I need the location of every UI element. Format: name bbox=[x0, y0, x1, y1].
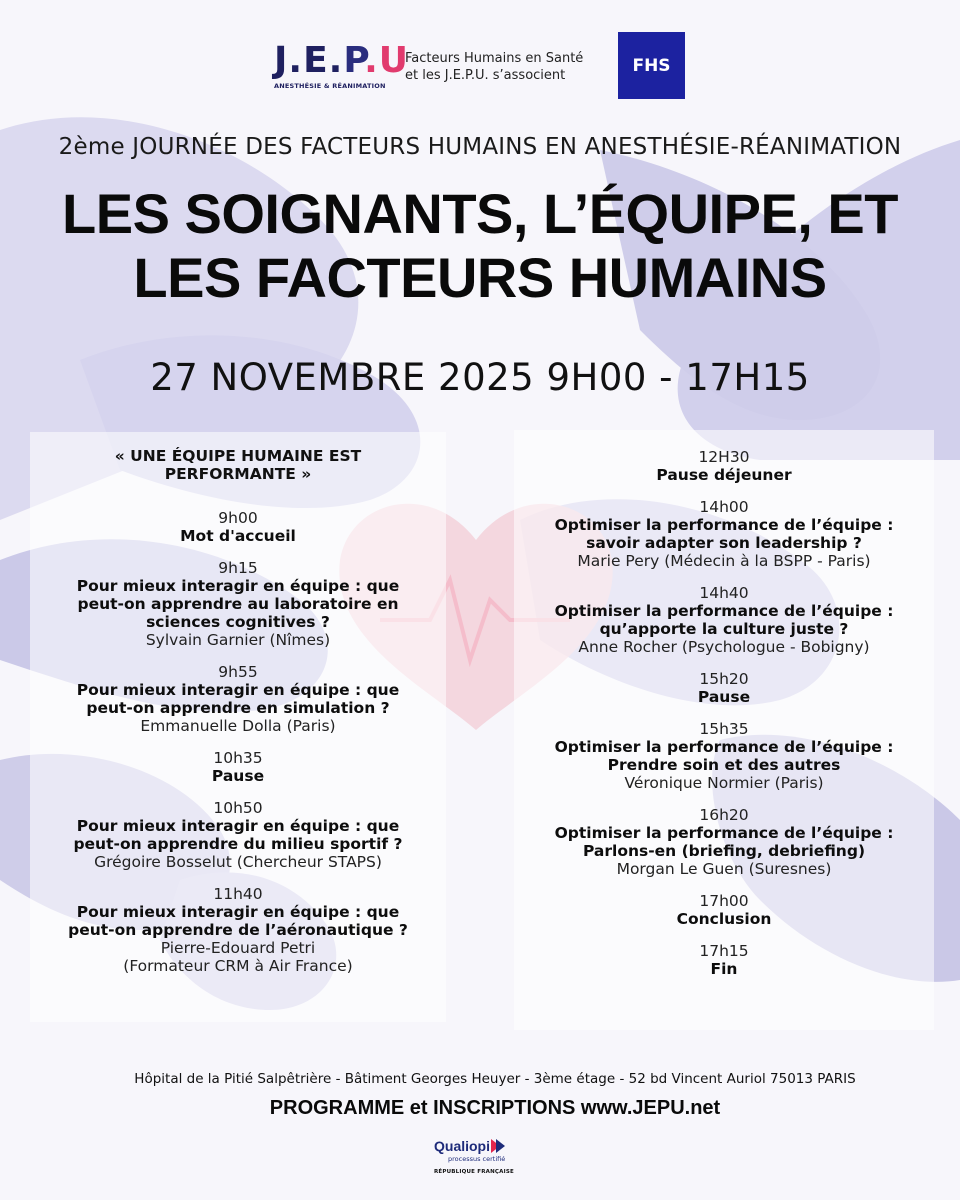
program-item-title: Prendre soin et des autres bbox=[607, 756, 841, 774]
program-item-speaker: Véronique Normier (Paris) bbox=[624, 774, 824, 792]
program-item-title: Pour mieux interagir en équipe : que bbox=[76, 903, 400, 921]
program-item-title: peut-on apprendre en simulation ? bbox=[86, 699, 390, 717]
program-item-time: 12H30 bbox=[698, 448, 750, 466]
program-item-time: 9h55 bbox=[218, 663, 258, 681]
qualiopi-name: Qualiopi bbox=[434, 1138, 490, 1154]
association-line-1: Facteurs Humains en Santé bbox=[405, 51, 584, 66]
program-item-time: 15h20 bbox=[699, 670, 749, 688]
program-item-title: Mot d'accueil bbox=[180, 527, 296, 545]
program-item bbox=[514, 448, 934, 484]
program-item bbox=[514, 892, 934, 928]
jepu-logo-subtitle: ANESTHÉSIE & RÉANIMATION bbox=[274, 82, 386, 90]
program-item-title: Pause bbox=[211, 767, 265, 785]
fhs-logo: FHS bbox=[618, 32, 685, 99]
program-item bbox=[514, 942, 934, 978]
program-item-speaker: Emmanuelle Dolla (Paris) bbox=[140, 717, 336, 735]
jepu-logo bbox=[274, 40, 410, 92]
association-text bbox=[405, 50, 605, 84]
program-item-time: 11h40 bbox=[213, 885, 263, 903]
program-item-time: 16h20 bbox=[699, 806, 749, 824]
program-item-speaker: (Formateur CRM à Air France) bbox=[123, 957, 353, 975]
program-column-right bbox=[514, 448, 934, 992]
program-item-title: Optimiser la performance de l’équipe : bbox=[554, 824, 894, 842]
program-item bbox=[514, 720, 934, 792]
program-item-time: 17h15 bbox=[699, 942, 749, 960]
program-item-title: Pause déjeuner bbox=[656, 466, 792, 484]
event-title-line-2: LES FACTEURS HUMAINS bbox=[133, 246, 827, 309]
program-item-time: 9h15 bbox=[218, 559, 258, 577]
association-line-2: et les J.E.P.U. s’associent bbox=[405, 68, 566, 83]
qualiopi-arrow-icon bbox=[496, 1139, 505, 1153]
program-item bbox=[30, 885, 446, 975]
program-item-title: qu’apporte la culture juste ? bbox=[599, 620, 849, 638]
program-item bbox=[30, 663, 446, 735]
program-item bbox=[514, 498, 934, 570]
program-column-left bbox=[30, 447, 446, 989]
program-registration-link[interactable]: PROGRAMME et INSCRIPTIONS www.JEPU.net bbox=[269, 1097, 721, 1119]
program-item-speaker: Anne Rocher (Psychologue - Bobigny) bbox=[578, 638, 870, 656]
program-item-title: Conclusion bbox=[676, 910, 772, 928]
program-item bbox=[30, 509, 446, 545]
program-item-time: 10h50 bbox=[213, 799, 263, 817]
program-list-right bbox=[514, 448, 934, 978]
program-item-speaker: Grégoire Bosselut (Chercheur STAPS) bbox=[94, 853, 382, 871]
program-item-speaker: Morgan Le Guen (Suresnes) bbox=[616, 860, 832, 878]
jepu-logo-text: J.E.P.U bbox=[274, 40, 410, 81]
program-item-title: Pour mieux interagir en équipe : que bbox=[76, 577, 400, 595]
program-theme-line-1: « UNE ÉQUIPE HUMAINE EST bbox=[114, 447, 362, 465]
program-item-speaker: Sylvain Garnier (Nîmes) bbox=[145, 631, 331, 649]
program-item-time: 17h00 bbox=[699, 892, 749, 910]
program-item-title: peut-on apprendre du milieu sportif ? bbox=[73, 835, 403, 853]
event-title bbox=[0, 182, 960, 310]
event-title-line-1: LES SOIGNANTS, L’ÉQUIPE, ET bbox=[62, 182, 898, 245]
program-theme-line-2: PERFORMANTE » bbox=[164, 465, 312, 483]
program-item-time: 15h35 bbox=[699, 720, 749, 738]
qualiopi-subtitle: processus certifié bbox=[448, 1155, 506, 1163]
program-item bbox=[30, 749, 446, 785]
program-item-title: Pour mieux interagir en équipe : que bbox=[76, 817, 400, 835]
program-item-time: 9h00 bbox=[218, 509, 258, 527]
program-item-title: savoir adapter son leadership ? bbox=[586, 534, 862, 552]
program-item bbox=[30, 799, 446, 871]
program-item bbox=[30, 559, 446, 649]
qualiopi-logo bbox=[434, 1136, 534, 1178]
program-item bbox=[514, 806, 934, 878]
program-item-speaker: Pierre-Edouard Petri bbox=[160, 939, 316, 957]
program-item-time: 14h00 bbox=[699, 498, 749, 516]
program-list-left bbox=[30, 509, 446, 975]
program-item bbox=[514, 670, 934, 706]
program-item-title: Parlons-en (briefing, debriefing) bbox=[582, 842, 866, 860]
program-item-title: Pause bbox=[697, 688, 751, 706]
program-item-title: Fin bbox=[710, 960, 738, 978]
program-item-title: Optimiser la performance de l’équipe : bbox=[554, 516, 894, 534]
program-item-title: peut-on apprendre de l’aéronautique ? bbox=[68, 921, 408, 939]
event-subtitle: 2ème JOURNÉE DES FACTEURS HUMAINS EN ANESTHÉSIE-RÉANIMATION bbox=[58, 134, 902, 160]
program-item-title: Optimiser la performance de l’équipe : bbox=[554, 738, 894, 756]
program-item-time: 14h40 bbox=[699, 584, 749, 602]
program-item-time: 10h35 bbox=[213, 749, 263, 767]
program-item-title: peut-on apprendre au laboratoire en bbox=[77, 595, 399, 613]
program-item-title: sciences cognitives ? bbox=[146, 613, 330, 631]
program-item-title: Pour mieux interagir en équipe : que bbox=[76, 681, 400, 699]
republique-francaise-label: RÉPUBLIQUE FRANÇAISE bbox=[434, 1169, 514, 1175]
event-date: 27 NOVEMBRE 2025 9H00 - 17H15 bbox=[150, 356, 810, 399]
program-item-speaker: Marie Pery (Médecin à la BSPP - Paris) bbox=[577, 552, 871, 570]
program-item-title: Optimiser la performance de l’équipe : bbox=[554, 602, 894, 620]
venue-address: Hôpital de la Pitié Salpêtrière - Bâtiment Georges Heuyer - 3ème étage - 52 bd Vincent Auriol 75013 PARIS bbox=[134, 1071, 856, 1087]
program-theme bbox=[30, 447, 446, 483]
program-item bbox=[514, 584, 934, 656]
